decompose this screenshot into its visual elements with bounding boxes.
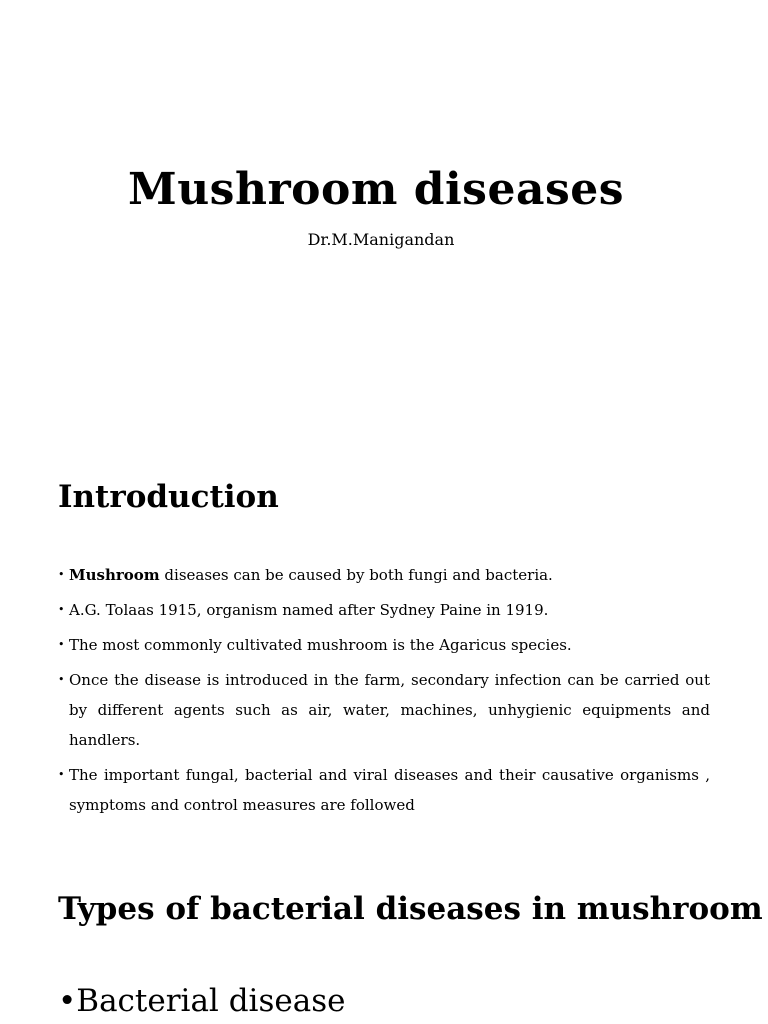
- bullet-text: The important fungal, bacterial and viral diseases and their causative organisms , symptoms and control measures are followed: [69, 766, 710, 814]
- bullet-bold-term: Mushroom: [69, 566, 160, 584]
- bullet-item: [58, 760, 710, 820]
- bullet-item: [58, 665, 710, 755]
- bullet-item: [58, 630, 710, 660]
- author-name: Dr.M.Manigandan: [307, 230, 455, 249]
- introduction-heading: Introduction: [58, 479, 279, 515]
- bullet-text: The most commonly cultivated mushroom is the Agaricus species.: [69, 636, 572, 654]
- bullet-text: A.G. Tolaas 1915, organism named after Sydney Paine in 1919.: [69, 601, 549, 619]
- types-slide: [0, 840, 768, 1024]
- introduction-slide: [0, 440, 768, 840]
- bullet-text: Once the disease is introduced in the farm, secondary infection can be carried out by different agents such as air, water, machines, unhygienic equipments and handlers.: [69, 671, 710, 749]
- bullet-item: [58, 560, 710, 590]
- bullet-text: diseases can be caused by both fungi and bacteria.: [159, 566, 553, 584]
- introduction-bullet-list: [58, 560, 710, 825]
- title-slide: [0, 0, 768, 440]
- types-heading: Types of bacterial diseases in mushroom: [58, 891, 763, 927]
- bacterial-disease-bullet: •Bacterial disease: [58, 983, 346, 1019]
- slide-title: Mushroom diseases: [127, 164, 624, 215]
- bullet-item: [58, 595, 710, 625]
